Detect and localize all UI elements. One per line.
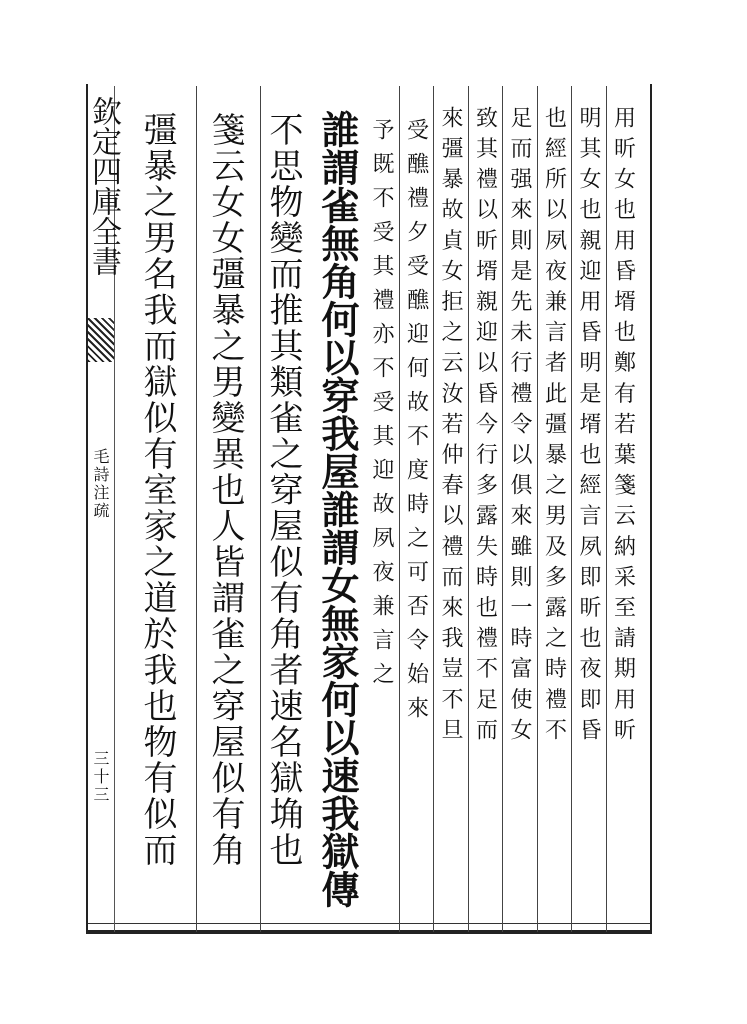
commentary-column-5: 致其禮以昕壻親迎以昏今行多露失時也禮不足而 <box>472 106 498 749</box>
commentary-column-1: 用昕女也用昏壻也鄭有若葉箋云納采至請期用昕 <box>610 106 636 749</box>
column-rule <box>537 86 538 932</box>
commentary-column-7: 受醮禮夕受醮迎何故不度時之可否令始來 <box>403 118 429 730</box>
annotation-column-1: 不思物變而推其類雀之穿屋似有角者速名獄埆也 <box>263 112 303 868</box>
column-rule <box>468 86 469 932</box>
column-rule <box>399 86 400 932</box>
annotation-column-3: 彊暴之男名我而獄似有室家之道於我也物有似而 <box>137 112 177 868</box>
column-rule <box>571 86 572 932</box>
annotation-column-2: 箋云女女彊暴之男變異也人皆謂雀之穿屋似有角 <box>205 112 245 868</box>
commentary-column-6: 來彊暴故貞女拒之云汝若仲春以禮而來我豈不旦 <box>438 106 463 749</box>
main-text-column: 誰謂雀無角何以穿我屋誰謂女無家何以速我獄傳 <box>315 110 360 908</box>
section-title: 毛詩注疏 <box>91 448 110 520</box>
commentary-column-4: 足而强來則是先未行禮令以俱來雖則一時富使女 <box>507 106 532 749</box>
column-rule <box>196 86 197 932</box>
commentary-column-8: 予既不受其禮亦不受其迎故夙夜兼言之 <box>369 118 394 696</box>
column-rule <box>502 86 503 932</box>
commentary-column-3: 也經所以夙夜兼言者此彊暴之男及多露之時禮不 <box>541 106 567 749</box>
page-number: 三十三 <box>91 750 110 804</box>
fishtail-ornament <box>88 318 114 362</box>
commentary-column-2: 明其女也親迎用昏明是壻也經言夙即昕也夜即昏 <box>576 106 601 749</box>
column-rule <box>260 86 261 932</box>
column-rule <box>433 86 434 932</box>
column-rule <box>606 86 607 932</box>
book-title: 欽定四庫全書 <box>86 96 121 276</box>
